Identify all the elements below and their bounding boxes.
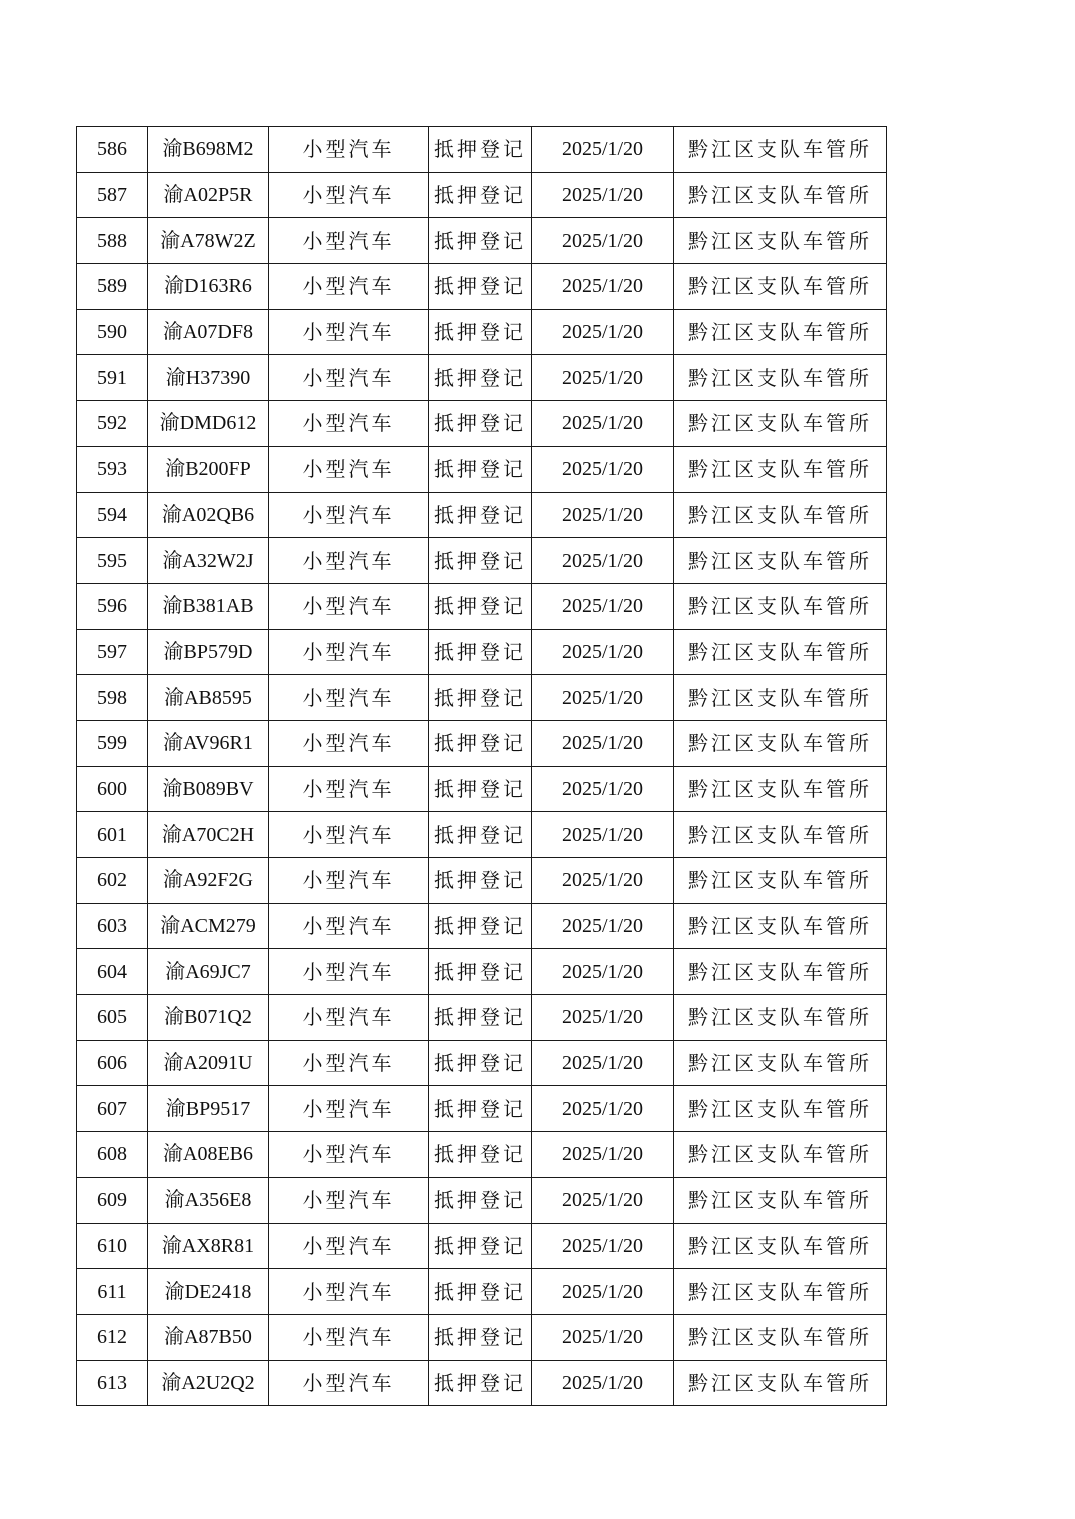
business-type-cell: 抵押登记 [429,264,532,310]
office-cell: 黔江区支队车管所 [674,1269,887,1315]
office-cell: 黔江区支队车管所 [674,264,887,310]
business-type-cell: 抵押登记 [429,172,532,218]
row-number-cell: 610 [77,1223,148,1269]
row-number-cell: 593 [77,446,148,492]
date-cell: 2025/1/20 [532,309,674,355]
table-row [77,1040,887,1086]
table-row [77,903,887,949]
business-type-cell: 抵押登记 [429,858,532,904]
office-cell: 黔江区支队车管所 [674,1360,887,1406]
office-cell: 黔江区支队车管所 [674,583,887,629]
business-type-cell: 抵押登记 [429,949,532,995]
plate-number-cell: 渝B200FP [148,446,269,492]
table-row [77,401,887,447]
office-cell: 黔江区支队车管所 [674,401,887,447]
date-cell: 2025/1/20 [532,949,674,995]
plate-number-cell: 渝A02P5R [148,172,269,218]
plate-number-cell: 渝DE2418 [148,1269,269,1315]
row-number-cell: 603 [77,903,148,949]
plate-number-cell: 渝A92F2G [148,858,269,904]
business-type-cell: 抵押登记 [429,1132,532,1178]
table-row [77,264,887,310]
vehicle-type-cell: 小型汽车 [269,1269,429,1315]
date-cell: 2025/1/20 [532,355,674,401]
row-number-cell: 613 [77,1360,148,1406]
row-number-cell: 594 [77,492,148,538]
table-row [77,218,887,264]
table-row [77,858,887,904]
vehicle-type-cell: 小型汽车 [269,172,429,218]
business-type-cell: 抵押登记 [429,903,532,949]
office-cell: 黔江区支队车管所 [674,538,887,584]
vehicle-type-cell: 小型汽车 [269,995,429,1041]
plate-number-cell: 渝A78W2Z [148,218,269,264]
date-cell: 2025/1/20 [532,812,674,858]
row-number-cell: 592 [77,401,148,447]
table-row [77,309,887,355]
date-cell: 2025/1/20 [532,1269,674,1315]
table-row [77,446,887,492]
vehicle-type-cell: 小型汽车 [269,1086,429,1132]
office-cell: 黔江区支队车管所 [674,1040,887,1086]
business-type-cell: 抵押登记 [429,218,532,264]
vehicle-type-cell: 小型汽车 [269,1177,429,1223]
plate-number-cell: 渝AB8595 [148,675,269,721]
table-row [77,1177,887,1223]
plate-number-cell: 渝A02QB6 [148,492,269,538]
registration-table [76,126,887,1406]
row-number-cell: 599 [77,720,148,766]
office-cell: 黔江区支队车管所 [674,218,887,264]
table-row [77,1314,887,1360]
table-row [77,127,887,173]
plate-number-cell: 渝A69JC7 [148,949,269,995]
date-cell: 2025/1/20 [532,218,674,264]
vehicle-type-cell: 小型汽车 [269,401,429,447]
table-row [77,1269,887,1315]
business-type-cell: 抵押登记 [429,1269,532,1315]
date-cell: 2025/1/20 [532,903,674,949]
row-number-cell: 605 [77,995,148,1041]
plate-number-cell: 渝A70C2H [148,812,269,858]
office-cell: 黔江区支队车管所 [674,858,887,904]
office-cell: 黔江区支队车管所 [674,172,887,218]
business-type-cell: 抵押登记 [429,1223,532,1269]
business-type-cell: 抵押登记 [429,720,532,766]
plate-number-cell: 渝B698M2 [148,127,269,173]
vehicle-type-cell: 小型汽车 [269,675,429,721]
office-cell: 黔江区支队车管所 [674,127,887,173]
office-cell: 黔江区支队车管所 [674,903,887,949]
table-row [77,949,887,995]
vehicle-type-cell: 小型汽车 [269,1314,429,1360]
date-cell: 2025/1/20 [532,995,674,1041]
business-type-cell: 抵押登记 [429,812,532,858]
vehicle-type-cell: 小型汽车 [269,1040,429,1086]
row-number-cell: 612 [77,1314,148,1360]
vehicle-type-cell: 小型汽车 [269,903,429,949]
date-cell: 2025/1/20 [532,492,674,538]
office-cell: 黔江区支队车管所 [674,1314,887,1360]
vehicle-type-cell: 小型汽车 [269,720,429,766]
vehicle-type-cell: 小型汽车 [269,949,429,995]
business-type-cell: 抵押登记 [429,629,532,675]
office-cell: 黔江区支队车管所 [674,1132,887,1178]
office-cell: 黔江区支队车管所 [674,766,887,812]
business-type-cell: 抵押登记 [429,355,532,401]
row-number-cell: 597 [77,629,148,675]
office-cell: 黔江区支队车管所 [674,1177,887,1223]
vehicle-type-cell: 小型汽车 [269,264,429,310]
date-cell: 2025/1/20 [532,1314,674,1360]
row-number-cell: 591 [77,355,148,401]
table-row [77,492,887,538]
office-cell: 黔江区支队车管所 [674,1086,887,1132]
vehicle-type-cell: 小型汽车 [269,1223,429,1269]
vehicle-type-cell: 小型汽车 [269,538,429,584]
business-type-cell: 抵押登记 [429,1360,532,1406]
business-type-cell: 抵押登记 [429,309,532,355]
office-cell: 黔江区支队车管所 [674,812,887,858]
office-cell: 黔江区支队车管所 [674,995,887,1041]
office-cell: 黔江区支队车管所 [674,629,887,675]
vehicle-type-cell: 小型汽车 [269,1360,429,1406]
business-type-cell: 抵押登记 [429,995,532,1041]
vehicle-type-cell: 小型汽车 [269,446,429,492]
table-row [77,675,887,721]
office-cell: 黔江区支队车管所 [674,1223,887,1269]
business-type-cell: 抵押登记 [429,1314,532,1360]
vehicle-type-cell: 小型汽车 [269,127,429,173]
row-number-cell: 587 [77,172,148,218]
business-type-cell: 抵押登记 [429,127,532,173]
business-type-cell: 抵押登记 [429,1177,532,1223]
date-cell: 2025/1/20 [532,172,674,218]
table-row [77,583,887,629]
plate-number-cell: 渝A08EB6 [148,1132,269,1178]
table-row [77,538,887,584]
vehicle-type-cell: 小型汽车 [269,858,429,904]
plate-number-cell: 渝A2091U [148,1040,269,1086]
table-row [77,766,887,812]
date-cell: 2025/1/20 [532,675,674,721]
office-cell: 黔江区支队车管所 [674,309,887,355]
date-cell: 2025/1/20 [532,583,674,629]
row-number-cell: 596 [77,583,148,629]
table-row [77,995,887,1041]
table-row [77,1360,887,1406]
vehicle-type-cell: 小型汽车 [269,492,429,538]
plate-number-cell: 渝ACM279 [148,903,269,949]
date-cell: 2025/1/20 [532,766,674,812]
vehicle-type-cell: 小型汽车 [269,355,429,401]
plate-number-cell: 渝A356E8 [148,1177,269,1223]
business-type-cell: 抵押登记 [429,401,532,447]
business-type-cell: 抵押登记 [429,446,532,492]
row-number-cell: 604 [77,949,148,995]
date-cell: 2025/1/20 [532,720,674,766]
plate-number-cell: 渝BP9517 [148,1086,269,1132]
date-cell: 2025/1/20 [532,1223,674,1269]
date-cell: 2025/1/20 [532,858,674,904]
plate-number-cell: 渝D163R6 [148,264,269,310]
plate-number-cell: 渝AV96R1 [148,720,269,766]
date-cell: 2025/1/20 [532,1360,674,1406]
vehicle-type-cell: 小型汽车 [269,812,429,858]
business-type-cell: 抵押登记 [429,675,532,721]
plate-number-cell: 渝A32W2J [148,538,269,584]
office-cell: 黔江区支队车管所 [674,949,887,995]
vehicle-type-cell: 小型汽车 [269,309,429,355]
row-number-cell: 608 [77,1132,148,1178]
row-number-cell: 601 [77,812,148,858]
date-cell: 2025/1/20 [532,127,674,173]
date-cell: 2025/1/20 [532,401,674,447]
table-row [77,172,887,218]
table-row [77,812,887,858]
row-number-cell: 598 [77,675,148,721]
row-number-cell: 595 [77,538,148,584]
row-number-cell: 607 [77,1086,148,1132]
office-cell: 黔江区支队车管所 [674,492,887,538]
date-cell: 2025/1/20 [532,264,674,310]
row-number-cell: 602 [77,858,148,904]
date-cell: 2025/1/20 [532,538,674,584]
date-cell: 2025/1/20 [532,1040,674,1086]
plate-number-cell: 渝B071Q2 [148,995,269,1041]
office-cell: 黔江区支队车管所 [674,675,887,721]
office-cell: 黔江区支队车管所 [674,720,887,766]
date-cell: 2025/1/20 [532,629,674,675]
office-cell: 黔江区支队车管所 [674,446,887,492]
date-cell: 2025/1/20 [532,1177,674,1223]
plate-number-cell: 渝DMD612 [148,401,269,447]
vehicle-type-cell: 小型汽车 [269,629,429,675]
plate-number-cell: 渝A87B50 [148,1314,269,1360]
row-number-cell: 590 [77,309,148,355]
table-row [77,1223,887,1269]
business-type-cell: 抵押登记 [429,766,532,812]
row-number-cell: 586 [77,127,148,173]
office-cell: 黔江区支队车管所 [674,355,887,401]
vehicle-type-cell: 小型汽车 [269,218,429,264]
date-cell: 2025/1/20 [532,1086,674,1132]
table-row [77,629,887,675]
date-cell: 2025/1/20 [532,446,674,492]
vehicle-type-cell: 小型汽车 [269,583,429,629]
business-type-cell: 抵押登记 [429,1040,532,1086]
row-number-cell: 600 [77,766,148,812]
row-number-cell: 609 [77,1177,148,1223]
business-type-cell: 抵押登记 [429,492,532,538]
vehicle-type-cell: 小型汽车 [269,766,429,812]
table-row [77,1132,887,1178]
plate-number-cell: 渝A2U2Q2 [148,1360,269,1406]
date-cell: 2025/1/20 [532,1132,674,1178]
table-row [77,1086,887,1132]
plate-number-cell: 渝BP579D [148,629,269,675]
plate-number-cell: 渝B381AB [148,583,269,629]
row-number-cell: 611 [77,1269,148,1315]
table-row [77,720,887,766]
row-number-cell: 606 [77,1040,148,1086]
row-number-cell: 589 [77,264,148,310]
business-type-cell: 抵押登记 [429,583,532,629]
table-row [77,355,887,401]
vehicle-type-cell: 小型汽车 [269,1132,429,1178]
plate-number-cell: 渝B089BV [148,766,269,812]
business-type-cell: 抵押登记 [429,1086,532,1132]
plate-number-cell: 渝AX8R81 [148,1223,269,1269]
registration-table-body [77,127,887,1406]
plate-number-cell: 渝A07DF8 [148,309,269,355]
plate-number-cell: 渝H37390 [148,355,269,401]
business-type-cell: 抵押登记 [429,538,532,584]
row-number-cell: 588 [77,218,148,264]
